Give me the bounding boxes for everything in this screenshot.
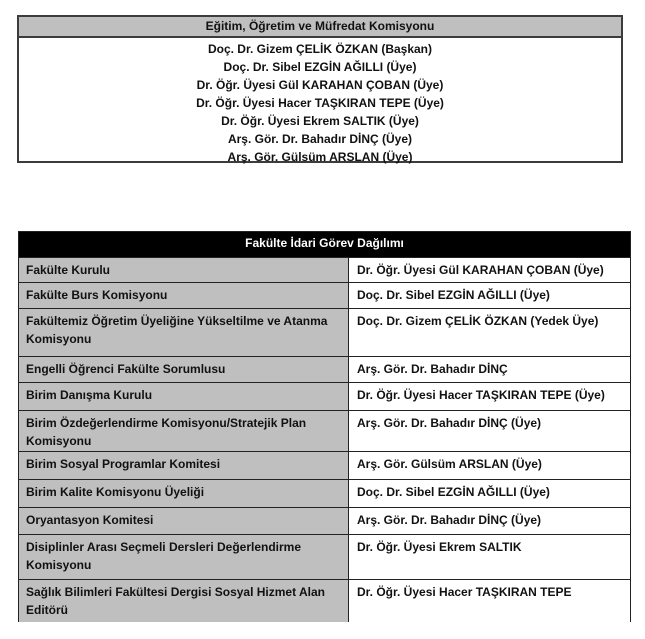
table-row (19, 410, 630, 452)
duty-role: Sağlık Bilimleri Fakültesi Dergisi Sosyal Hizmet Alan Editörü (19, 580, 349, 622)
table-row (19, 507, 630, 535)
table-row (19, 382, 630, 411)
committee-title: Eğitim, Öğretim ve Müfredat Komisyonu (19, 17, 621, 38)
duty-person: Dr. Öğr. Üyesi Ekrem SALTIK (349, 535, 630, 580)
table-row (19, 308, 630, 357)
table-row (19, 451, 630, 480)
committee-member: Dr. Öğr. Üyesi Gül KARAHAN ÇOBAN (Üye) (196, 78, 444, 92)
duty-person: Arş. Gör. Gülsüm ARSLAN (Üye) (349, 452, 630, 480)
duty-role: Fakülte Burs Komisyonu (19, 283, 349, 309)
duty-role: Engelli Öğrenci Fakülte Sorumlusu (19, 357, 349, 383)
committee-member: Doç. Dr. Gizem ÇELİK ÖZKAN (Başkan) (207, 42, 433, 56)
duties-title: Fakülte İdari Görev Dağılımı (19, 232, 630, 258)
committee-member: Arş. Gör. Gülsüm ARSLAN (Üye) (227, 150, 413, 164)
duty-person: Arş. Gör. Dr. Bahadır DİNÇ (349, 357, 630, 383)
committee-table (17, 15, 623, 163)
table-row (19, 257, 630, 283)
table-row (19, 579, 630, 622)
table-row (19, 534, 630, 580)
duty-person: Dr. Öğr. Üyesi Hacer TAŞKIRAN TEPE (Üye) (349, 383, 630, 411)
duty-role: Birim Danışma Kurulu (19, 383, 349, 411)
duty-role: Birim Özdeğerlendirme Komisyonu/Stratejik Plan Komisyonu (19, 411, 349, 452)
duty-role: Birim Kalite Komisyonu Üyeliği (19, 480, 349, 508)
table-row (19, 282, 630, 309)
duty-role: Birim Sosyal Programlar Komitesi (19, 452, 349, 480)
duty-person: Arş. Gör. Dr. Bahadır DİNÇ (Üye) (349, 508, 630, 535)
committee-member: Dr. Öğr. Üyesi Ekrem SALTIK (Üye) (221, 114, 419, 128)
table-row (19, 479, 630, 508)
committee-member: Doç. Dr. Sibel EZGİN AĞILLI (Üye) (223, 60, 417, 74)
table-row (19, 356, 630, 383)
duty-person: Doç. Dr. Gizem ÇELİK ÖZKAN (Yedek Üye) (349, 309, 630, 357)
duty-role: Fakültemiz Öğretim Üyeliğine Yükseltilme ve Atanma Komisyonu (19, 309, 349, 357)
duty-person: Doç. Dr. Sibel EZGİN AĞILLI (Üye) (349, 480, 630, 508)
committee-members (19, 38, 621, 166)
duty-person: Arş. Gör. Dr. Bahadır DİNÇ (Üye) (349, 411, 630, 452)
committee-member: Arş. Gör. Dr. Bahadır DİNÇ (Üye) (227, 132, 413, 146)
committee-member: Dr. Öğr. Üyesi Hacer TAŞKIRAN TEPE (Üye) (196, 96, 444, 110)
duty-role: Fakülte Kurulu (19, 258, 349, 283)
duty-person: Dr. Öğr. Üyesi Gül KARAHAN ÇOBAN (Üye) (349, 258, 630, 283)
duty-person: Dr. Öğr. Üyesi Hacer TAŞKIRAN TEPE (349, 580, 630, 622)
duty-role: Disiplinler Arası Seçmeli Dersleri Değerlendirme Komisyonu (19, 535, 349, 580)
duty-person: Doç. Dr. Sibel EZGİN AĞILLI (Üye) (349, 283, 630, 309)
duties-table (18, 231, 631, 622)
duty-role: Oryantasyon Komitesi (19, 508, 349, 535)
